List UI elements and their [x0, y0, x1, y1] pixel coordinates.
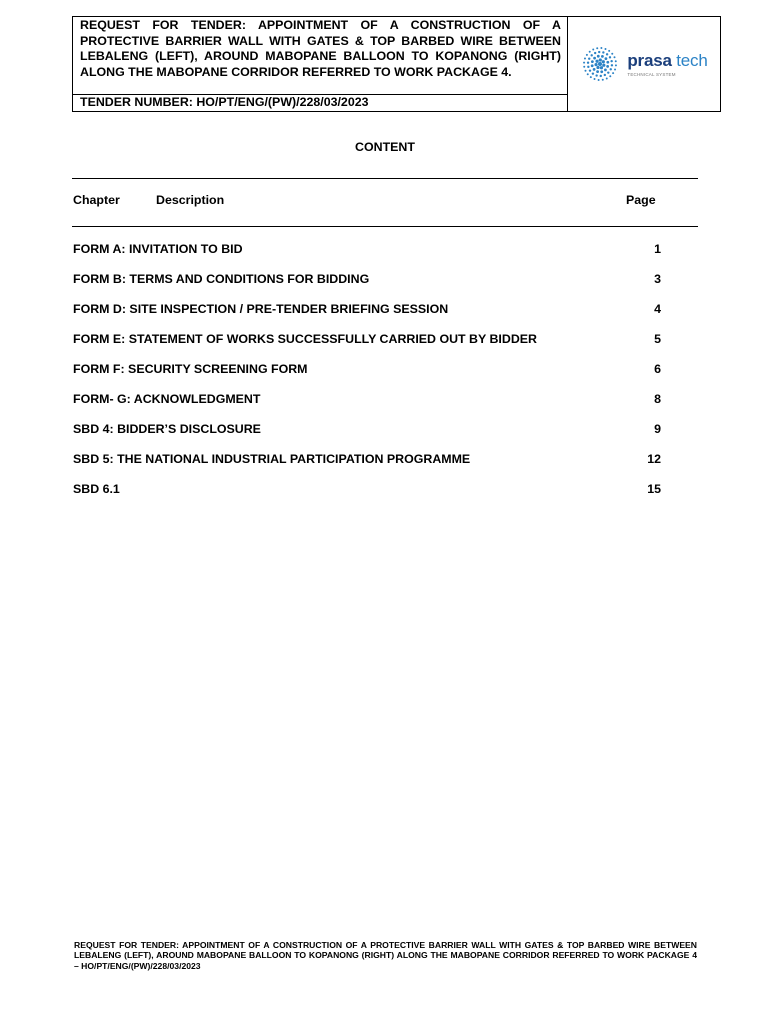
- toc-entry-label: FORM D: SITE INSPECTION / PRE-TENDER BRIEFING SESSION: [73, 302, 449, 316]
- toc-entry[interactable]: [73, 271, 661, 301]
- column-page: Page: [626, 193, 656, 207]
- toc-entry-label: FORM E: STATEMENT OF WORKS SUCCESSFULLY CARRIED OUT BY BIDDER: [73, 332, 537, 346]
- toc-entry-label: SBD 5: THE NATIONAL INDUSTRIAL PARTICIPATION PROGRAMME: [73, 452, 471, 466]
- prasa-tech-logo: [580, 44, 707, 84]
- tender-number: TENDER NUMBER: HO/PT/ENG/(PW)/228/03/2023: [80, 95, 369, 109]
- toc-entry-page: 9: [654, 422, 661, 436]
- column-chapter: Chapter: [73, 193, 120, 207]
- toc-entry[interactable]: [73, 481, 661, 511]
- toc-entry[interactable]: [73, 241, 661, 271]
- content-heading: CONTENT: [355, 140, 415, 154]
- toc-entry-page: 5: [654, 332, 661, 346]
- header-text-area: [73, 17, 568, 111]
- page-footer: REQUEST FOR TENDER: APPOINTMENT OF A CONSTRUCTION OF A PROTECTIVE BARRIER WALL WITH GATES & TOP BARBED WIRE BETWEEN LEBALENG (LEFT), AROUND MABOPANE BALLOON TO KOPANONG (RIGHT) ALONG THE MABOPANE CORRIDOR REFERRED TO WORK PACKAGE 4 – HO/PT/ENG/(PW)/228/03/2023: [74, 940, 697, 971]
- toc-entry-page: 15: [647, 482, 661, 496]
- toc-entry-label: FORM- G: ACKNOWLEDGMENT: [73, 392, 261, 406]
- toc-entry-page: 6: [654, 362, 661, 376]
- table-top-rule: [72, 178, 698, 179]
- toc-entry[interactable]: [73, 331, 661, 361]
- column-description: Description: [156, 193, 225, 207]
- toc-entry-label: FORM A: INVITATION TO BID: [73, 242, 243, 256]
- toc-entry-label: SBD 4: BIDDER’S DISCLOSURE: [73, 422, 261, 436]
- toc-entry-label: FORM F: SECURITY SCREENING FORM: [73, 362, 308, 376]
- circular-dot-logo-icon: [580, 44, 620, 84]
- logo-word-prasa: prasa: [627, 50, 672, 70]
- toc-entry[interactable]: [73, 451, 661, 481]
- tender-title: REQUEST FOR TENDER: APPOINTMENT OF A CONSTRUCTION OF A PROTECTIVE BARRIER WALL WITH GATES & TOP BARBED WIRE BETWEEN LEBALENG (LEFT), AROUND MABOPANE BALLOON TO KOPANONG (RIGHT) ALONG THE MABOPANE CORRIDOR REFERRED TO WORK PACKAGE 4.: [73, 17, 567, 95]
- toc-entry-page: 12: [647, 452, 661, 466]
- toc-entry[interactable]: [73, 391, 661, 421]
- table-header-rule: [72, 226, 698, 227]
- logo-word: [627, 52, 707, 70]
- toc-entry-page: 4: [654, 302, 661, 316]
- table-of-contents: [73, 241, 661, 511]
- logo-word-tech: tech: [676, 50, 708, 70]
- toc-entry-label: SBD 6.1: [73, 482, 120, 496]
- toc-entry-page: 8: [654, 392, 661, 406]
- logo-tagline: TECHNICAL SYSTEM: [627, 71, 676, 77]
- toc-entry-page: 3: [654, 272, 661, 286]
- logo-area: [568, 17, 720, 111]
- toc-entry[interactable]: [73, 301, 661, 331]
- toc-entry-label: FORM B: TERMS AND CONDITIONS FOR BIDDING: [73, 272, 370, 286]
- header-box: [72, 16, 721, 112]
- logo-text: [627, 52, 707, 77]
- toc-entry[interactable]: [73, 361, 661, 391]
- toc-entry[interactable]: [73, 421, 661, 451]
- toc-entry-page: 1: [654, 242, 661, 256]
